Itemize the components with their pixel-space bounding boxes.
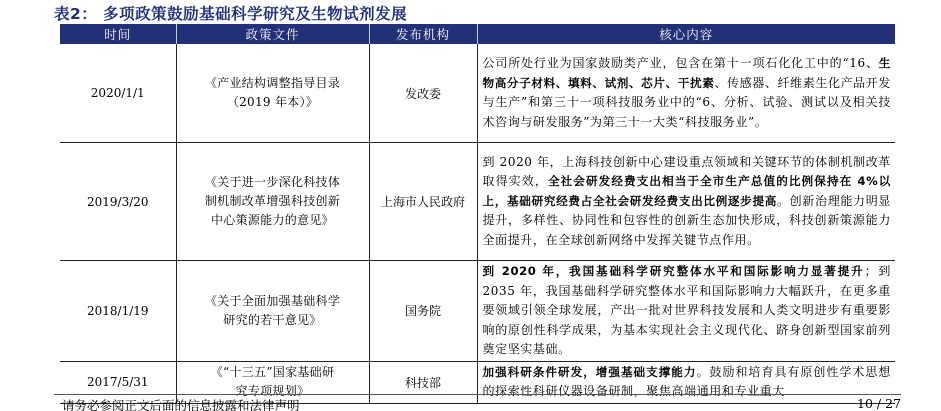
policy-line: 《关于全面加强基础科学 xyxy=(204,293,341,308)
content-text: 。创新治理能力明显提升，多样性、协同性和包容性的创新生态加快形成，科技创新策源能力全面提升，在全球创新网络中发挥关键节点作用。 xyxy=(482,193,891,247)
header-org: 发布机构 xyxy=(369,24,477,44)
cell-content xyxy=(477,44,895,143)
policy-line: 究专项规划》 xyxy=(235,384,310,398)
content-bold-text: 全社会研发经费支出相当于全市生产总值的比例保持在 4%以上，基础研究经费占全社会研发经费支出比例逐步提高 xyxy=(482,174,891,208)
header-content: 核心内容 xyxy=(477,24,895,44)
footer-disclaimer: 请务必参阅正文后面的信息披露和法律声明 xyxy=(62,398,300,411)
content-text: 公司所处行业为国家鼓励类产业，包含在第十一项石化化工中的“16、 xyxy=(482,56,879,70)
page-number: 10 / 27 xyxy=(857,396,901,411)
table-row xyxy=(60,44,895,143)
policy-table-container xyxy=(60,24,895,404)
table-row xyxy=(60,143,895,261)
cell-date: 2019/3/20 xyxy=(60,143,176,261)
policy-line: 《产业结构调整指导目录 xyxy=(204,76,341,90)
cell-policy xyxy=(176,261,369,362)
table-header-row xyxy=(60,24,895,44)
content-bold-text: 生物高分子材料、填料、试剂、芯片、干扰素 xyxy=(482,56,891,90)
cell-content xyxy=(477,261,895,362)
header-policy: 政策文件 xyxy=(176,24,369,44)
cell-org: 国务院 xyxy=(369,261,477,362)
policy-line: 研究的若干意见》 xyxy=(223,312,322,327)
content-text: 。鼓励和培育具有原创性学术思想的探索性科研仪器设备研制，聚焦高端通用和专业重大 xyxy=(482,364,891,398)
table-row xyxy=(60,261,895,362)
policy-table xyxy=(60,24,895,404)
content-bold-text: 加强科研条件研发，增强基础支撑能力 xyxy=(482,364,697,379)
content-bold-text: 到 2020 年，我国基础科学研究整体水平和国际影响力显著提升 xyxy=(482,264,865,278)
cell-date: 2017/5/31 xyxy=(60,361,176,403)
policy-line: 制机制改革增强科技创新 xyxy=(204,194,341,208)
cell-org: 上海市人民政府 xyxy=(369,143,477,261)
policy-line: 中心策源能力的意见》 xyxy=(210,213,334,227)
cell-date: 2018/1/19 xyxy=(60,261,176,362)
cell-date: 2020/1/1 xyxy=(60,44,176,143)
policy-line: 《“十三五”国家基础研 xyxy=(210,365,335,379)
cell-org: 科技部 xyxy=(369,361,477,403)
table-title: 表2： 多项政策鼓励基础科学研究及生物试剂发展 xyxy=(54,5,408,23)
cell-policy xyxy=(176,44,369,143)
policy-line: （2019 年本）》 xyxy=(226,95,319,109)
page-footer xyxy=(54,394,901,411)
policy-line: 《关于进一步深化科技体 xyxy=(204,175,341,189)
cell-content xyxy=(477,143,895,261)
content-text: ；到 2035 年，我国基础科学研究整体水平和国际影响力大幅跃升，在更多重要领域引领全球发展，产出一批对世界科技发展和人类文明进步有重要影响的原创性科学成果，为基本实现社会主义现代化、跻身创新型国家前列奠定坚实基础。 xyxy=(482,264,891,356)
content-text: 到 2020 年，上海科技创新中心建设重点领域和关键环节的体制机制改革取得实效， xyxy=(482,154,891,189)
cell-org: 发改委 xyxy=(369,44,477,143)
header-date: 时间 xyxy=(60,24,176,44)
content-text: 、传感器、纤维素生化产品开发与生产”和第三十一项科技服务业中的“6、分析、试验、测试以及相关技术咨询与研发服务”为第三十一大类“科技服务业”。 xyxy=(482,75,892,129)
cell-policy xyxy=(176,143,369,261)
